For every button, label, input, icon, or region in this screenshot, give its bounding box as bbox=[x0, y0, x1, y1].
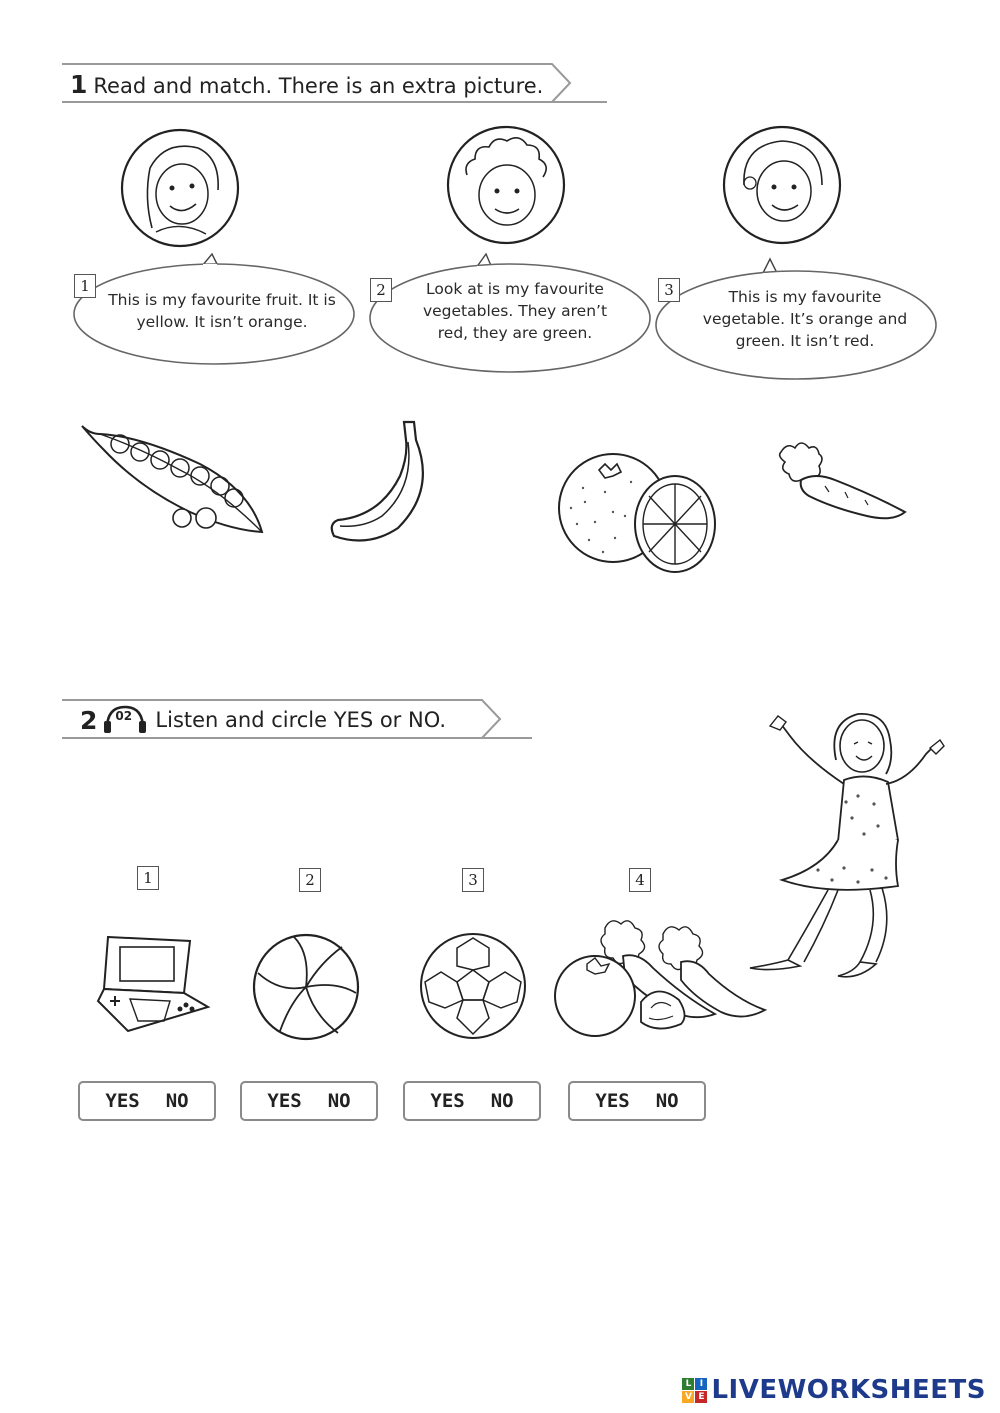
section2-title-row bbox=[80, 705, 446, 735]
bubble-number-1: 1 bbox=[74, 274, 96, 298]
section1-number: 1 bbox=[70, 70, 88, 99]
football-picture bbox=[417, 930, 529, 1042]
bubble-number-3: 3 bbox=[658, 278, 680, 302]
orange-picture bbox=[555, 452, 720, 577]
portrait-girl-1 bbox=[120, 128, 240, 248]
logo-letter-l: L bbox=[682, 1378, 694, 1390]
section2-title: Listen and circle YES or NO. bbox=[155, 708, 447, 732]
bubble-text-3-line-1: This is my favourite bbox=[728, 288, 882, 306]
bubble-number-2: 2 bbox=[370, 278, 392, 302]
carrot-picture bbox=[775, 440, 910, 525]
item-number-4: 4 bbox=[629, 868, 651, 892]
bubble-text-3 bbox=[680, 286, 930, 352]
logo-letter-i: I bbox=[695, 1378, 707, 1390]
yes-no-box-4 bbox=[568, 1081, 706, 1121]
banana-picture bbox=[328, 418, 438, 546]
liveworksheets-watermark bbox=[682, 1375, 986, 1405]
no-option-4[interactable]: NO bbox=[655, 1090, 679, 1112]
liveworksheets-text: LIVEWORKSHEETS bbox=[711, 1375, 986, 1405]
logo-letter-e: E bbox=[695, 1391, 707, 1403]
dancing-girl-picture bbox=[748, 700, 948, 985]
game-console-picture bbox=[94, 935, 214, 1035]
bubble-text-2-line-1: Look at is my favourite bbox=[426, 280, 604, 298]
liveworksheets-logo-icon bbox=[682, 1378, 707, 1403]
portrait-girl-2 bbox=[722, 125, 842, 245]
tomato-and-carrots-picture bbox=[553, 912, 768, 1037]
bubble-text-3-line-2: vegetable. It’s orange and bbox=[702, 310, 908, 328]
item-number-3: 3 bbox=[462, 868, 484, 892]
no-option-3[interactable]: NO bbox=[490, 1090, 514, 1112]
yes-option-1[interactable]: YES bbox=[105, 1090, 140, 1112]
section1-title: Read and match. There is an extra picture. bbox=[93, 74, 544, 98]
yes-no-box-3 bbox=[403, 1081, 541, 1121]
item-number-2: 2 bbox=[299, 868, 321, 892]
section2-number: 2 bbox=[80, 705, 98, 735]
yes-no-box-2 bbox=[240, 1081, 378, 1121]
bubble-text-1 bbox=[92, 289, 352, 333]
yes-option-3[interactable]: YES bbox=[430, 1090, 465, 1112]
bubble-text-2-line-3: red, they are green. bbox=[437, 324, 593, 342]
peas-picture bbox=[80, 420, 270, 540]
track-number: 02 bbox=[115, 709, 133, 723]
section1-title-row bbox=[70, 70, 543, 99]
portrait-boy bbox=[447, 125, 565, 245]
bubble-text-1-line-2: yellow. It isn’t orange. bbox=[136, 313, 308, 331]
yes-option-4[interactable]: YES bbox=[595, 1090, 630, 1112]
yes-no-box-1 bbox=[78, 1081, 216, 1121]
bubble-text-1-line-1: This is my favourite fruit. It is bbox=[108, 291, 336, 309]
item-number-1: 1 bbox=[137, 866, 159, 890]
bubble-text-2-line-2: vegetables. They aren’t bbox=[422, 302, 608, 320]
volleyball-picture bbox=[250, 933, 364, 1043]
headphones-icon bbox=[103, 705, 147, 735]
no-option-2[interactable]: NO bbox=[327, 1090, 351, 1112]
logo-letter-v: V bbox=[682, 1391, 694, 1403]
bubble-text-2 bbox=[390, 278, 640, 344]
bubble-text-3-line-3: green. It isn’t red. bbox=[735, 332, 875, 350]
yes-option-2[interactable]: YES bbox=[267, 1090, 302, 1112]
no-option-1[interactable]: NO bbox=[165, 1090, 189, 1112]
